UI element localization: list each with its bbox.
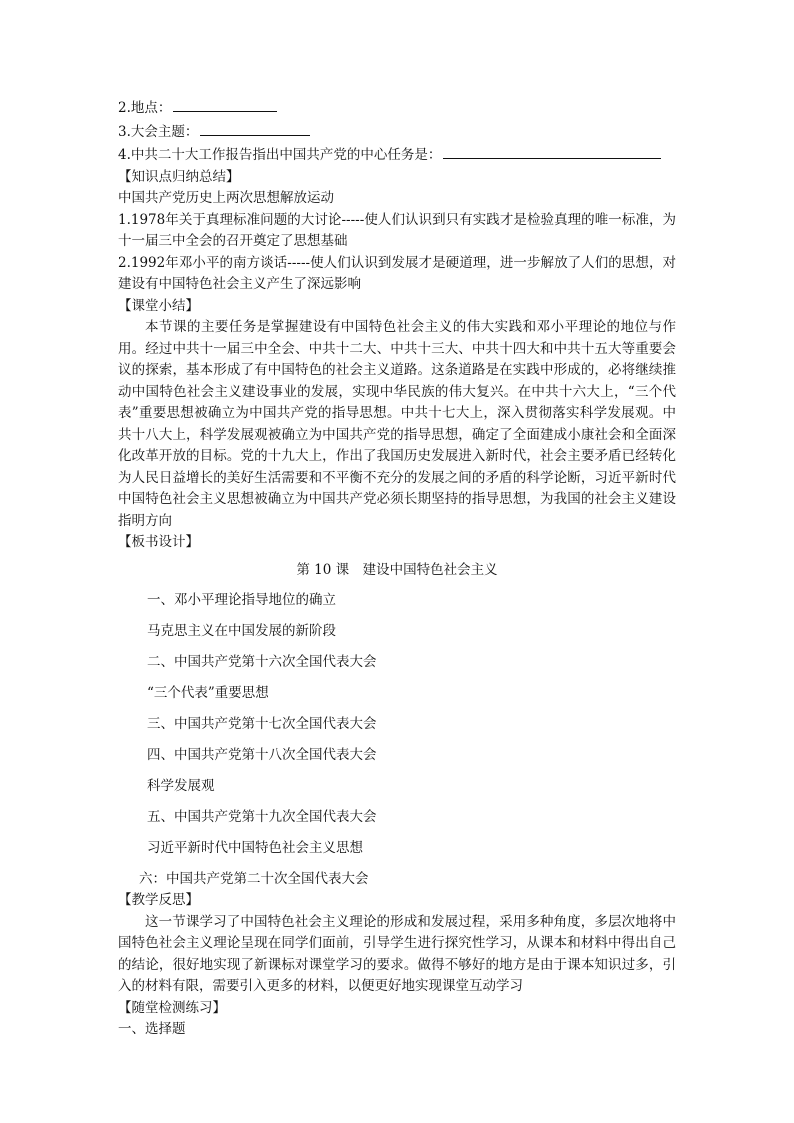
question-location-label: 2.地点： bbox=[118, 100, 172, 116]
practice-subheading: 一、选择题 bbox=[118, 1021, 186, 1037]
knowledge-item-2: 2.1992年邓小平的南方谈话-----使人们认识到发展才是硬道理，进一步解放了人们的思想，对建设有中国特色社会主义产生了深远影响 bbox=[118, 254, 676, 292]
practice-heading: 【随堂检测练习】 bbox=[118, 999, 226, 1016]
knowledge-item-1: 1.1978年关于真理标准问题的大讨论-----使人们认识到只有实践才是检验真理的唯一标准，为十一届三中全会的召开奠定了思想基础 bbox=[118, 211, 676, 249]
question-central-task bbox=[118, 143, 676, 167]
board-item: 一、邓小平理论指导地位的确立 bbox=[147, 592, 336, 608]
reflection-heading: 【教学反思】 bbox=[118, 892, 199, 908]
document-body bbox=[118, 96, 676, 1041]
board-item: 六：中国共产党第二十次全国代表大会 bbox=[139, 871, 369, 887]
knowledge-intro: 中国共产党历史上两次思想解放运动 bbox=[118, 190, 334, 206]
board-title: 第 10 课 建设中国特色社会主义 bbox=[296, 561, 498, 578]
answer-blank bbox=[200, 120, 310, 136]
board-item: 马克思主义在中国发展的新阶段 bbox=[147, 623, 336, 639]
board-item: 科学发展观 bbox=[147, 778, 215, 794]
answer-blank bbox=[173, 96, 277, 112]
board-item: 二、中国共产党第十六次全国代表大会 bbox=[147, 654, 377, 670]
summary-paragraph: 本节课的主要任务是掌握建设有中国特色社会主义的伟大实践和邓小平理论的地位与作用。经过中共十一届三中全会、中共十二大、中共十三大、中共十四大和中共十五大等重要会议的探索，基本形成了有中国特色的社会主义道路。这条道路是在实践中形成的，必将继续推动中国特色社会主义建设事业的发展，实现中华民族的伟大复兴。在中共十六大上，“三个代表”重要思想被确立为中国共产党的指导思想。中共十七大上，深入贯彻落实科学发展观。中共十八大上，科学发展观被确立为中国共产党的指导思想，确定了全面建成小康社会和全面深化改革开放的目标。党的十九大上，作出了我国历史发展进入新时代，社会主要矛盾已经转化为人民日益增长的美好生活需要和不平衡不充分的发展之间的矛盾的科学论断，习近平新时代中国特色社会主义思想被确立为中国共产党必须长期坚持的指导思想，为我国的社会主义建设指明方向 bbox=[118, 319, 676, 529]
question-central-task-label: 4.中共二十大工作报告指出中国共产党的中心任务是： bbox=[118, 147, 442, 163]
board-heading: 【板书设计】 bbox=[118, 534, 199, 550]
board-item: 四、中国共产党第十八次全国代表大会 bbox=[147, 747, 377, 763]
question-location bbox=[118, 96, 676, 120]
board-item: “三个代表”重要思想 bbox=[147, 685, 269, 701]
board-item: 三、中国共产党第十七次全国代表大会 bbox=[147, 716, 377, 732]
board-item: 习近平新时代中国特色社会主义思想 bbox=[147, 840, 363, 856]
summary-heading: 【课堂小结】 bbox=[118, 297, 199, 314]
knowledge-heading: 【知识点归纳总结】 bbox=[118, 168, 240, 185]
board-item: 五、中国共产党第十九次全国代表大会 bbox=[147, 809, 377, 825]
question-theme bbox=[118, 120, 676, 144]
answer-blank bbox=[443, 143, 661, 159]
reflection-paragraph: 这一节课学习了中国特色社会主义理论的形成和发展过程，采用多种角度，多层次地将中国特色社会主义理论呈现在同学们面前，引导学生进行探究性学习，从课本和材料中得出自己的结论，很好地实现了新课标对课堂学习的要求。做得不够好的地方是由于课本知识过多，引入的材料有限，需要引入更多的材料，以便更好地实现课堂互动学习 bbox=[118, 913, 676, 994]
question-theme-label: 3.大会主题： bbox=[118, 123, 199, 140]
